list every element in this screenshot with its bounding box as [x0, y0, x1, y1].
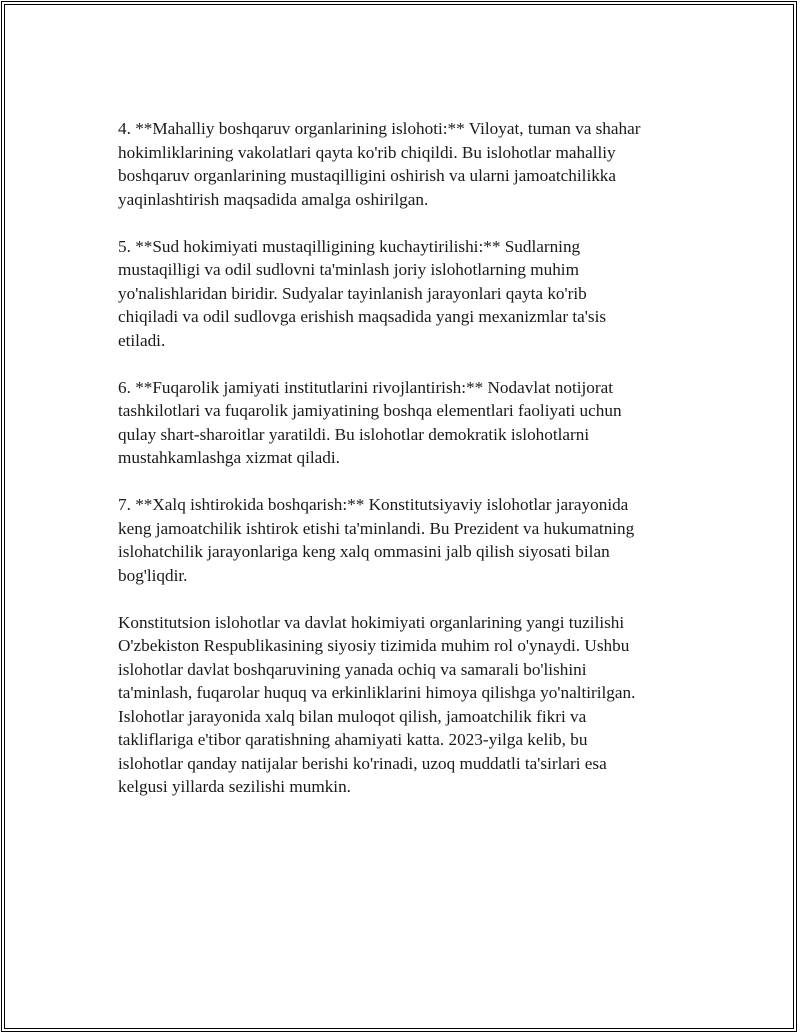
text-line: tashkilotlari va fuqarolik jamiyatining boshqa elementlari faoliyati uchun: [118, 401, 622, 420]
text-line: qulay shart-sharoitlar yaratildi. Bu islohotlar demokratik islohotlarni: [118, 424, 590, 444]
paragraph-item-6: [118, 376, 688, 470]
text-line: chiqiladi va odil sudlovga erishish maqsadida yangi mexanizmlar ta'sis: [118, 307, 607, 326]
text-line: mustahkamlashga xizmat qiladi.: [118, 448, 340, 467]
text-line: mustaqilligi va odil sudlovni ta'minlash joriy islohotlarning muhim: [118, 260, 579, 279]
paragraph-item-5: [118, 235, 688, 353]
text-line: yaqinlashtirish maqsadida amalga oshirilgan.: [118, 189, 429, 209]
text-line: ta'minlash, fuqarolar huquq va erkinliklarini himoya qilishga yo'naltirilgan.: [118, 683, 636, 702]
text-line: 4. **Mahalliy boshqaruv organlarining islohoti:** Viloyat, tuman va shahar: [118, 119, 641, 138]
text-line: O'zbekiston Respublikasining siyosiy tizimida muhim rol o'ynaydi. Ushbu: [118, 636, 630, 655]
text-line: islohatchilik jarayonlariga keng xalq ommasini jalb qilish siyosati bilan: [118, 542, 610, 561]
text-line: 7. **Xalq ishtirokida boshqarish:** Konstitutsiyaviy islohotlar jarayonida: [118, 495, 629, 514]
text-line: 5. **Sud hokimiyati mustaqilligining kuchaytirilishi:** Sudlarning: [118, 236, 581, 256]
text-line: islohotlar davlat boshqaruvining yanada ochiq va samarali bo'lishini: [118, 659, 587, 679]
text-line: kelgusi yillarda sezilishi mumkin.: [118, 777, 351, 796]
paragraph-conclusion: [118, 611, 688, 799]
text-line: boshqaruv organlarining mustaqilligini oshirish va ularni jamoatchilikka: [118, 166, 617, 185]
text-line: etiladi.: [118, 330, 166, 350]
text-line: bog'liqdir.: [118, 565, 188, 585]
text-line: hokimliklarining vakolatlari qayta ko'rib chiqildi. Bu islohotlar mahalliy: [118, 142, 616, 162]
text-line: takliflariga e'tibor qaratishning ahamiyati katta. 2023-yilga kelib, bu: [118, 730, 588, 749]
paragraph-item-7: [118, 493, 688, 587]
text-line: Islohotlar jarayonida xalq bilan muloqot qilish, jamoatchilik fikri va: [118, 706, 587, 726]
text-line: yo'nalishlaridan biridir. Sudyalar tayinlanish jarayonlari qayta ko'rib: [118, 283, 587, 303]
text-line: islohotlar qanday natijalar berishi ko'rinadi, uzoq muddatli ta'sirlari esa: [118, 753, 607, 773]
text-line: 6. **Fuqarolik jamiyati institutlarini rivojlantirish:** Nodavlat notijorat: [118, 377, 614, 397]
document-body: [118, 117, 688, 822]
paragraph-item-4: [118, 117, 688, 211]
text-line: Konstitutsion islohotlar va davlat hokimiyati organlarining yangi tuzilishi: [118, 612, 625, 632]
text-line: keng jamoatchilik ishtirok etishi ta'minlandi. Bu Prezident va hukumatning: [118, 518, 635, 538]
